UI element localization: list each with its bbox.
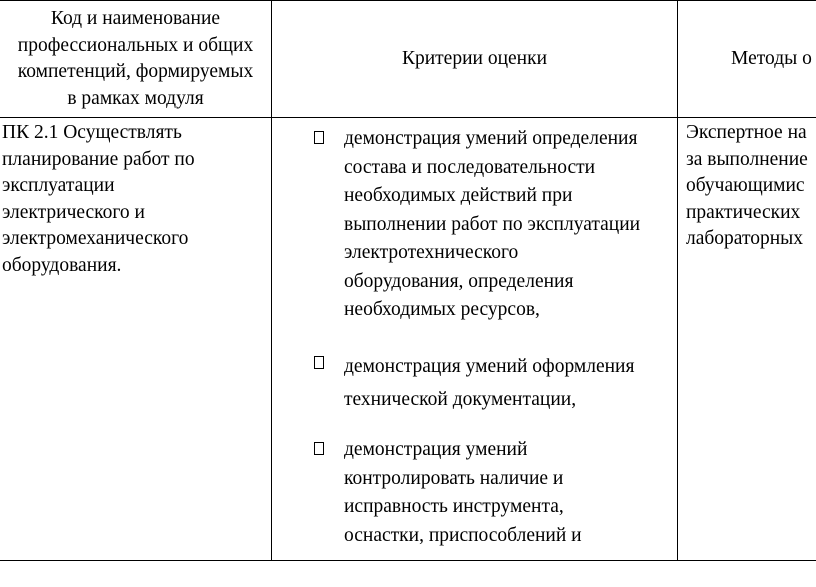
criteria-line: необходимых действий при: [344, 185, 573, 206]
bullet-square-icon: [314, 356, 324, 369]
criteria-line: демонстрация умений определения: [344, 128, 638, 149]
competency-line: электромеханического: [2, 228, 189, 249]
criteria-line: демонстрация умений оформления: [344, 356, 635, 377]
criteria-line: оборудования, определения: [344, 270, 574, 292]
header-competencies-line: в рамках модуля: [67, 87, 204, 109]
table-header-divider: [0, 117, 816, 118]
header-competencies-line: профессиональных и общих: [17, 34, 254, 56]
header-competencies-line: компетенций, формируемых: [17, 61, 254, 82]
criteria-line: технической документации,: [344, 389, 577, 410]
methods-line: обучающимис: [686, 175, 805, 196]
competency-line: оборудования.: [2, 254, 122, 276]
competency-line: электрического и: [2, 201, 145, 223]
header-competencies: [0, 6, 271, 112]
bullet-square-icon: [314, 442, 324, 455]
criteria-line: выполнении работ по эксплуатации: [344, 213, 641, 235]
criteria-line: состава и последовательности: [344, 156, 596, 178]
header-methods: Методы о: [731, 48, 812, 69]
competency-line: эксплуатации: [2, 175, 115, 196]
table-column-divider-2: [677, 0, 678, 561]
criteria-line: контролировать наличие и: [344, 467, 564, 489]
criteria-line: электротехнического: [344, 242, 519, 263]
competency-cell: [2, 120, 195, 279]
criteria-line: необходимых ресурсов,: [344, 299, 540, 320]
methods-cell: [686, 120, 808, 253]
methods-line: за выполнение: [686, 148, 808, 170]
header-competencies-line: Код и наименование: [50, 8, 221, 29]
bullet-square-icon: [314, 131, 324, 144]
table-border-top: [0, 0, 816, 1]
methods-line: Экспертное на: [686, 122, 807, 143]
competency-line: планирование работ по: [2, 148, 195, 170]
competency-line: ПК 2.1 Осуществлять: [2, 122, 182, 143]
criteria-line: исправность инструмента,: [344, 496, 564, 517]
criteria-line: демонстрация умений: [344, 439, 528, 460]
methods-line: лабораторных: [686, 228, 804, 249]
criteria-line: оснастки, приспособлений и: [344, 524, 582, 546]
header-criteria: Критерии оценки: [401, 48, 548, 69]
methods-line: практических: [686, 201, 801, 223]
table-column-divider-1: [271, 0, 272, 561]
table-border-bottom: [0, 560, 816, 561]
